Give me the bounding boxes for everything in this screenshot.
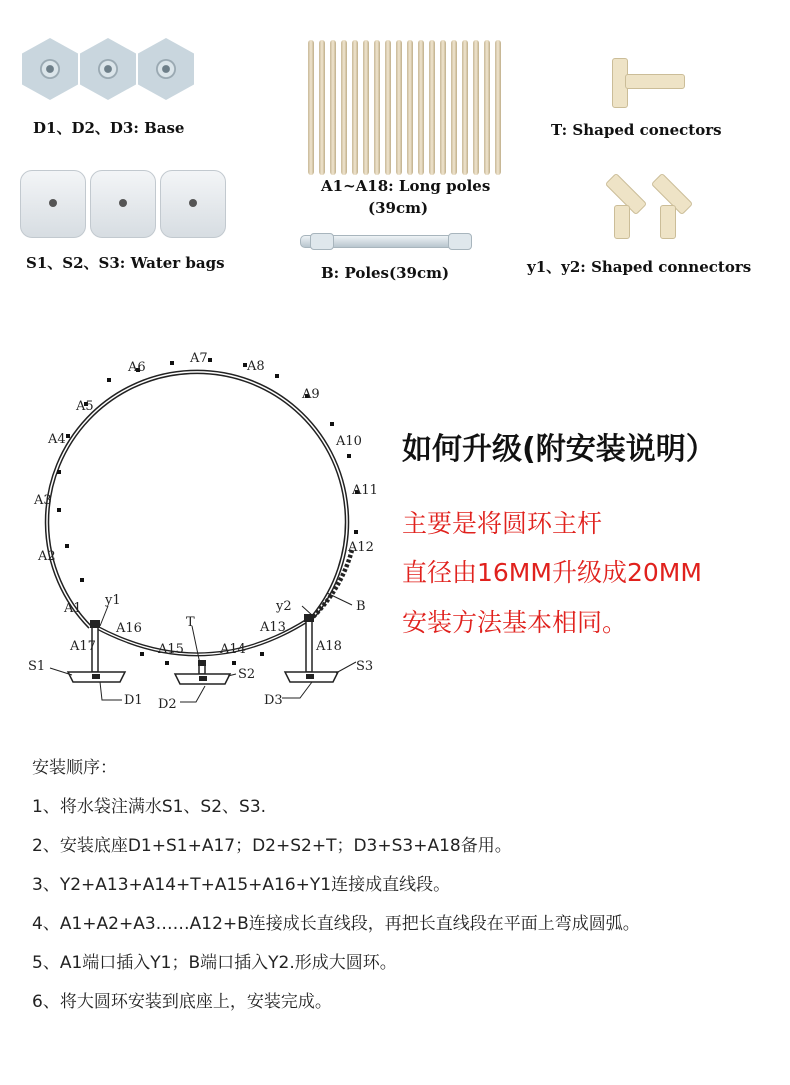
base-label: D1、D2、D3: Base — [33, 119, 185, 137]
label-D3: D3 — [264, 693, 283, 708]
label-A9: A9 — [302, 387, 320, 402]
upgrade-line-3: 安装方法基本相同。 — [402, 608, 628, 637]
post-right — [306, 616, 312, 672]
long-poles-size: (39cm) — [368, 199, 429, 217]
y-connector-label: y1、y2: Shaped connectors — [527, 258, 752, 276]
long-pole — [385, 40, 391, 175]
label-A12: A12 — [348, 540, 374, 555]
long-pole — [363, 40, 369, 175]
label-S3: S3 — [356, 659, 374, 674]
upgrade-line-1: 主要是将圆环主杆 — [402, 509, 603, 538]
water-bags-label: S1、S2、S3: Water bags — [26, 254, 225, 272]
label-D1: D1 — [124, 693, 143, 708]
long-pole — [341, 40, 347, 175]
step-1: 1、将水袋注满水S1、S2、S3. — [32, 797, 267, 817]
steps-heading: 安装顺序： — [32, 758, 117, 778]
label-A3: A3 — [34, 493, 52, 508]
label-A14: A14 — [220, 642, 246, 657]
base-d3 — [138, 38, 194, 100]
label-B: B — [356, 599, 366, 614]
label-A10: A10 — [336, 434, 362, 449]
label-A8: A8 — [247, 359, 265, 374]
label-A7: A7 — [190, 351, 208, 366]
label-D2: D2 — [158, 697, 177, 712]
long-pole — [407, 40, 413, 175]
step-3: 3、Y2+A13+A14+T+A15+A16+Y1连接成直线段。 — [32, 875, 451, 895]
label-A16: A16 — [116, 621, 142, 636]
long-pole — [440, 40, 446, 175]
long-pole — [484, 40, 490, 175]
b-pole-label: B: Poles(39cm) — [321, 264, 450, 282]
long-pole — [396, 40, 402, 175]
label-A5: A5 — [76, 399, 94, 414]
long-pole — [319, 40, 325, 175]
label-S1: S1 — [28, 659, 46, 674]
long-pole — [308, 40, 314, 175]
label-A2: A2 — [38, 549, 56, 564]
step-4: 4、A1+A2+A3……A12+B连接成长直线段，再把长直线段在平面上弯成圆弧。 — [32, 914, 640, 934]
label-T: T — [186, 615, 195, 630]
long-pole — [330, 40, 336, 175]
water-bag-s2 — [90, 170, 156, 238]
long-pole — [462, 40, 468, 175]
step-2: 2、安装底座D1+S1+A17；D2+S2+T；D3+S3+A18备用。 — [32, 836, 512, 856]
label-y2: y2 — [276, 599, 292, 614]
long-pole — [495, 40, 501, 175]
assembly-diagram — [0, 330, 400, 720]
step-6: 6、将大圆环安装到底座上，安装完成。 — [32, 992, 332, 1012]
label-y1: y1 — [105, 593, 121, 608]
label-A13: A13 — [260, 620, 286, 635]
long-pole — [429, 40, 435, 175]
label-A4: A4 — [48, 432, 66, 447]
base-d1 — [22, 38, 78, 100]
long-pole — [352, 40, 358, 175]
long-poles-label: A1~A18: Long poles — [321, 177, 491, 195]
upgrade-title: 如何升级(附安装说明） — [402, 432, 716, 467]
label-S2: S2 — [238, 667, 256, 682]
long-pole — [473, 40, 479, 175]
label-A6: A6 — [128, 360, 146, 375]
long-pole — [418, 40, 424, 175]
base-d2 — [80, 38, 136, 100]
label-A17: A17 — [70, 639, 96, 654]
water-bag-s3 — [160, 170, 226, 238]
water-bag-s1 — [20, 170, 86, 238]
label-A11: A11 — [352, 483, 378, 498]
t-connector-label: T: Shaped conectors — [551, 121, 722, 139]
upgrade-line-2: 直径由16MM升级成20MM — [402, 558, 702, 587]
long-pole — [451, 40, 457, 175]
label-A18: A18 — [316, 639, 342, 654]
label-A1: A1 — [64, 601, 82, 616]
long-pole — [374, 40, 380, 175]
step-5: 5、A1端口插入Y1；B端口插入Y2.形成大圆环。 — [32, 953, 397, 973]
label-A15: A15 — [158, 642, 184, 657]
